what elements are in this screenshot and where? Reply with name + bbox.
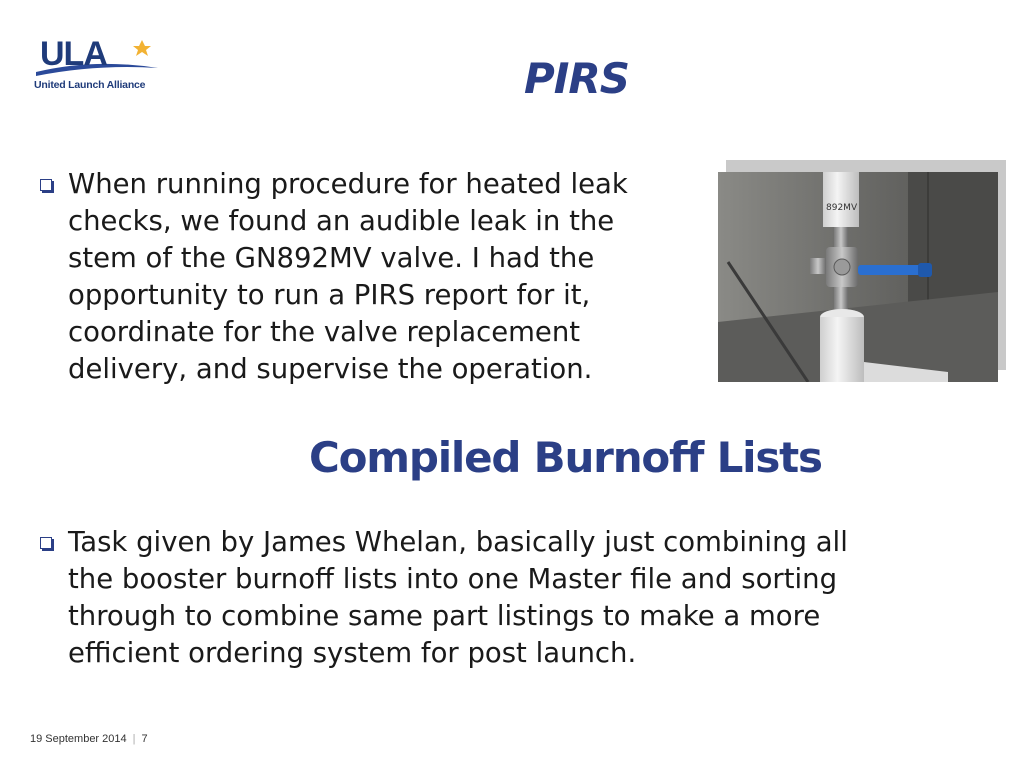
pirs-title: PIRS: [524, 54, 629, 103]
footer-date: 19 September 2014: [30, 733, 127, 745]
ula-logo-mark: [34, 34, 160, 80]
square-bullet-icon: [40, 537, 52, 549]
ula-logo: [34, 34, 160, 96]
burnoff-bullet: [40, 524, 970, 672]
valve-photo-illustration: [718, 172, 998, 382]
logo-caption: United Launch Alliance: [34, 79, 146, 91]
pirs-bullet-text: When running procedure for heated leak checks, we found an audible leak in the stem of the GN892MV valve. I had the opportunity to run a PIRS report for it, coordinate for the valve replacement delivery, and supervise the operation.: [68, 168, 628, 385]
logo-wordmark: ULA: [40, 35, 107, 73]
logo-star: [133, 40, 151, 56]
pirs-bullet: [40, 166, 720, 388]
slide-footer: [30, 733, 148, 745]
burnoff-title: Compiled Burnoff Lists: [309, 433, 822, 482]
footer-separator: |: [132, 733, 136, 745]
page-number: 7: [141, 733, 148, 745]
valve-photo: [718, 172, 998, 382]
square-bullet-icon: [40, 179, 52, 191]
burnoff-bullet-text: Task given by James Whelan, basically just combining all the booster burnoff lists into one Master file and sorting through to combine same part listings to make a more efficient ordering system for post launch.: [68, 526, 848, 669]
photo-pipe-label: 892MV: [826, 203, 858, 213]
valve-photo-frame: [718, 164, 1006, 382]
